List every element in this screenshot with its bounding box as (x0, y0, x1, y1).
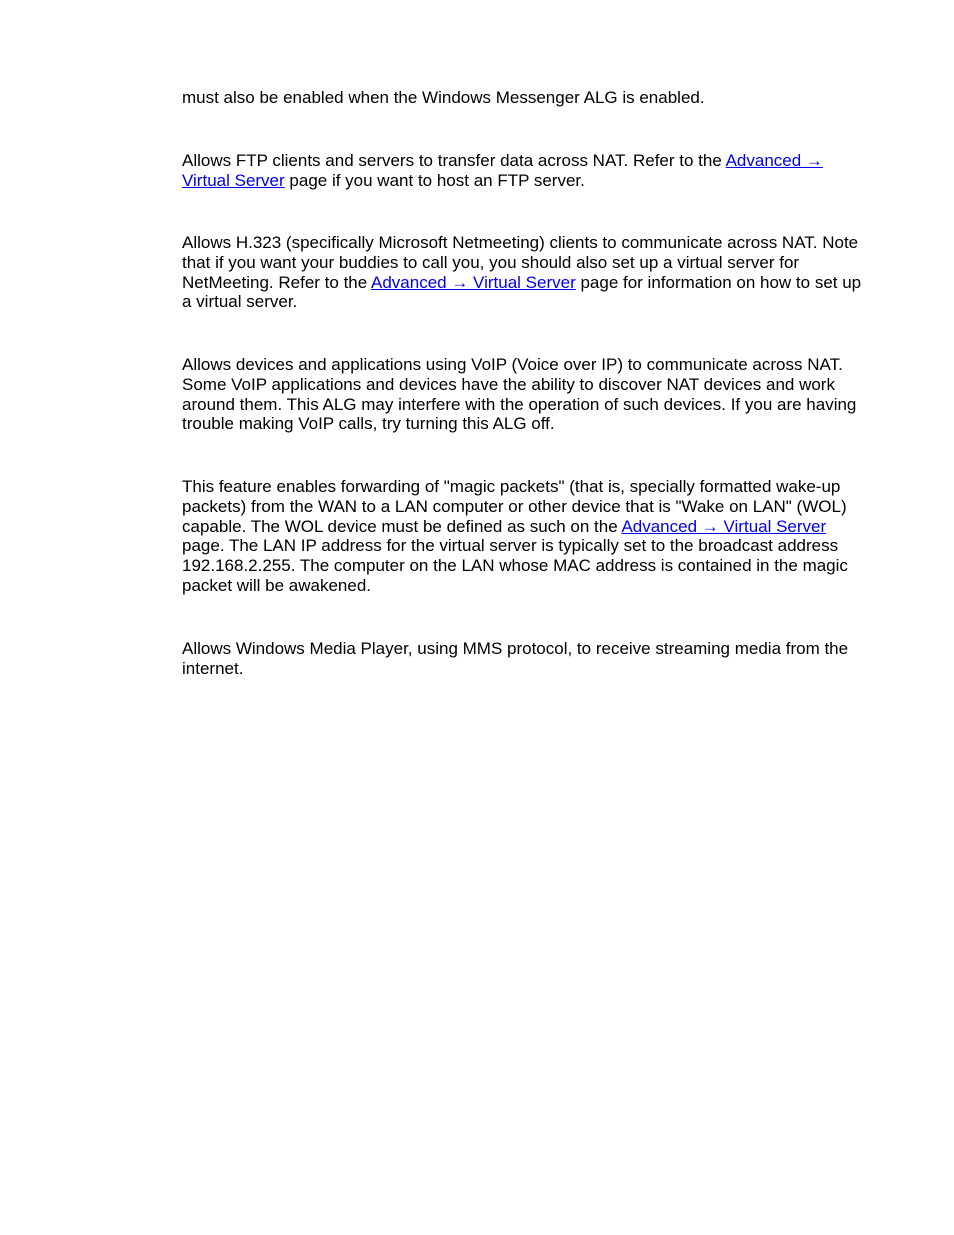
paragraph-text: page for information on how to set up a virtual server. (182, 272, 862, 312)
paragraph-text: Allows Windows Media Player, using MMS protocol, to receive streaming media from the internet. (182, 639, 849, 678)
paragraph-text: This feature enables forwarding of "magic packets" (that is, specially formatted wake-up packets) from the WAN to a LAN computer or other device that is "Wake on LAN" (WOL) capable. The WOL device must be defined as such on the (182, 477, 847, 536)
paragraph-h323-alg (182, 233, 872, 312)
paragraph-text: Allows devices and applications using VoIP (Voice over IP) to communicate across NAT. Some VoIP applications and devices have the ability to discover NAT devices and work around them. This ALG may interfere with the operation of such devices. If you are having trouble making VoIP calls, try turning this ALG off. (182, 355, 857, 434)
virtual-server-link[interactable]: Advanced → Virtual Server (371, 272, 576, 292)
paragraph-mms-alg (182, 639, 872, 679)
virtual-server-link[interactable]: Advanced → Virtual Server (621, 516, 827, 536)
paragraph-voip-alg (182, 355, 872, 434)
paragraph-text: Allows H.323 (specifically Microsoft Netmeeting) clients to communicate across NAT. Note that if you want your buddies to call you, you should also set up a virtual server for NetMeeting. Refer to the (182, 233, 859, 292)
paragraph-wake-on-lan (182, 477, 872, 596)
paragraph-ftp-alg (182, 151, 872, 191)
paragraph-text: page if you want to host an FTP server. (284, 170, 585, 190)
paragraph-text: page. The LAN IP address for the virtual server is typically set to the broadcast address 192.168.2.255. The computer on the LAN whose MAC address is contained in the magic packet will be awakened. (182, 536, 848, 595)
paragraph-messenger-alg-note (182, 88, 872, 108)
paragraph-text: must also be enabled when the Windows Messenger ALG is enabled. (182, 88, 705, 107)
paragraph-text: Allows FTP clients and servers to transfer data across NAT. Refer to the (182, 151, 726, 170)
virtual-server-link[interactable]: Advanced → Virtual Server (182, 151, 823, 190)
